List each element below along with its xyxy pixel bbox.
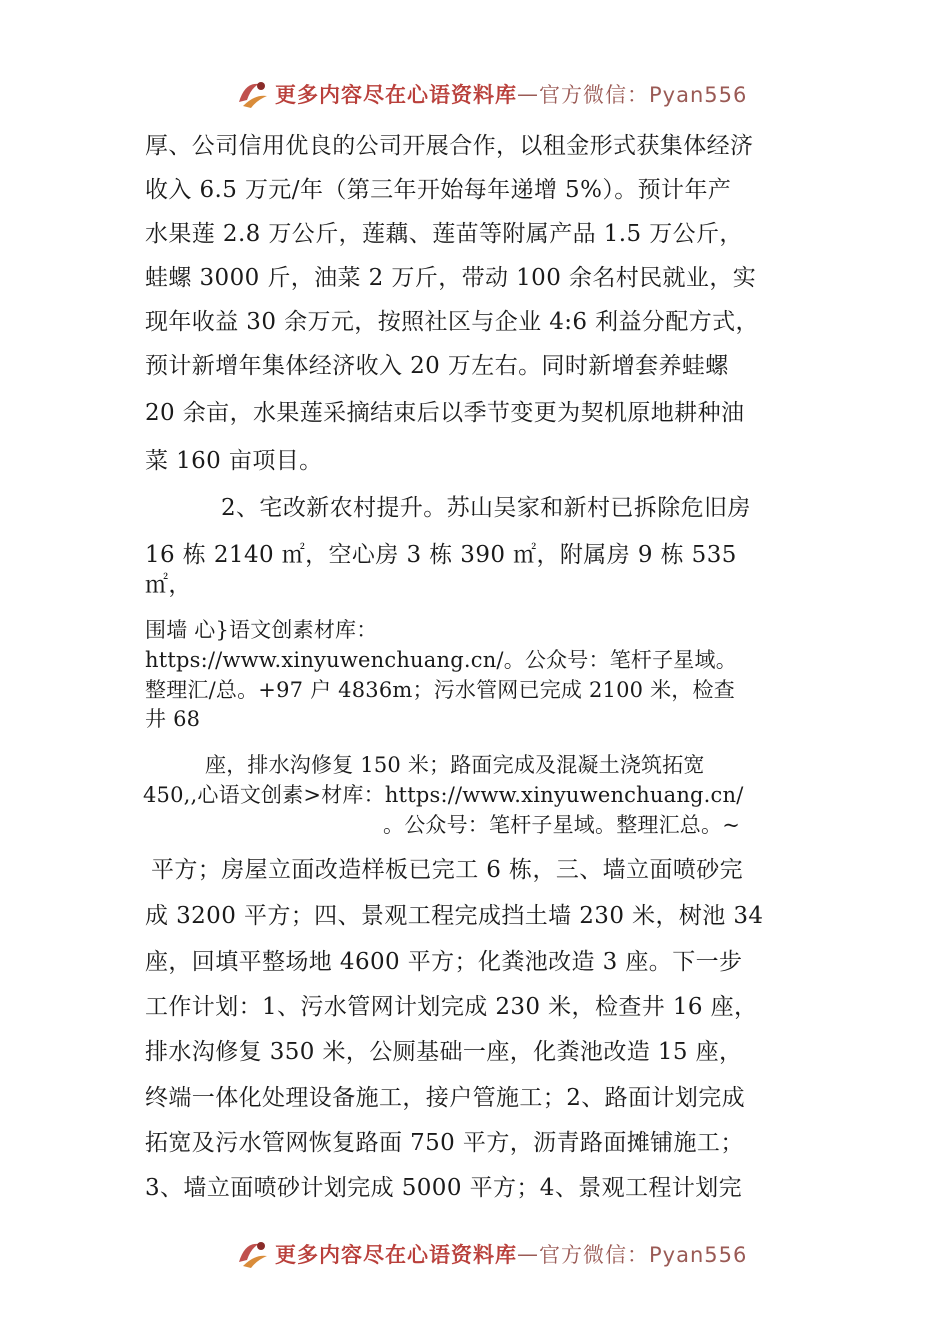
body-line: 3、墙立面喷砂计划完成 5000 平方；4、景观工程计划完 bbox=[145, 1175, 743, 1201]
header-banner bbox=[233, 74, 747, 114]
body-line: 排水沟修复 350 米，公厕基础一座，化粪池改造 15 座， bbox=[145, 1039, 743, 1065]
body-line: 预计新增年集体经济收入 20 万左右。同时新增套养蛙螺 bbox=[145, 353, 729, 379]
body-line: 。公众号：笔杆子星域。整理汇总。~ bbox=[383, 813, 740, 837]
body-line: 20 余亩，水果莲采摘结束后以季节变更为契机原地耕种油 bbox=[145, 400, 745, 426]
body-line: 平方；房屋立面改造样板已完工 6 栋，三、墙立面喷砂完 bbox=[151, 857, 744, 883]
body-line: 16 栋 2140 ㎡，空心房 3 栋 390 ㎡，附属房 9 栋 535 bbox=[145, 542, 737, 568]
body-line: 整理汇/总。+97 户 4836m；污水管网已完成 2100 米，检查 bbox=[145, 678, 735, 702]
banner-dash: — bbox=[517, 1242, 539, 1266]
book-logo-icon bbox=[233, 74, 273, 114]
body-line: 工作计划：1、污水管网计划完成 230 米，检查井 16 座， bbox=[145, 994, 758, 1020]
body-line: 座，排水沟修复 150 米；路面完成及混凝土浇筑拓宽 bbox=[205, 753, 705, 777]
body-line: 450,,心语文创素>材库：https://www.xinyuwenchuang.cn/ bbox=[143, 783, 744, 807]
body-line: 终端一体化处理设备施工，接户管施工；2、路面计划完成 bbox=[145, 1085, 746, 1111]
body-line: 收入 6.5 万元/年（第三年开始每年递增 5%）。预计年产 bbox=[145, 177, 732, 203]
banner-main-text: 更多内容尽在心语资料库 bbox=[275, 83, 517, 107]
body-line: 成 3200 平方；四、景观工程完成挡土墙 230 米，树池 34 bbox=[145, 903, 764, 929]
body-line: 拓宽及污水管网恢复路面 750 平方，沥青路面摊铺施工； bbox=[145, 1130, 744, 1156]
body-line: 厚、公司信用优良的公司开展合作，以租金形式获集体经济 bbox=[145, 133, 754, 159]
body-line: 水果莲 2.8 万公斤，莲藕、莲苗等附属产品 1.5 万公斤， bbox=[145, 221, 743, 247]
banner-wechat: 官方微信：Pyan556 bbox=[539, 1243, 748, 1267]
body-line: 菜 160 亩项目。 bbox=[145, 448, 323, 474]
banner-main-text: 更多内容尽在心语资料库 bbox=[275, 1243, 517, 1267]
banner-wechat: 官方微信：Pyan556 bbox=[539, 83, 748, 107]
body-line: 现年收益 30 余万元，按照社区与企业 4:6 利益分配方式， bbox=[145, 309, 759, 335]
banner-dash: — bbox=[517, 82, 539, 106]
body-line: 蛙螺 3000 斤，油菜 2 万斤，带动 100 余名村民就业，实 bbox=[145, 265, 757, 291]
footer-banner bbox=[233, 1234, 747, 1274]
body-line: https://www.xinyuwenchuang.cn/。公众号：笔杆子星域。 bbox=[145, 648, 737, 672]
book-logo-icon bbox=[233, 1234, 273, 1274]
body-line: 座，回填平整场地 4600 平方；化粪池改造 3 座。下一步 bbox=[145, 949, 743, 975]
body-line: ㎡， bbox=[145, 572, 192, 598]
body-line: 井 68 bbox=[145, 707, 201, 731]
body-line: 围墙 心}语文创素材库： bbox=[145, 618, 378, 642]
body-line: 2、宅改新农村提升。苏山吴家和新村已拆除危旧房 bbox=[221, 495, 751, 521]
